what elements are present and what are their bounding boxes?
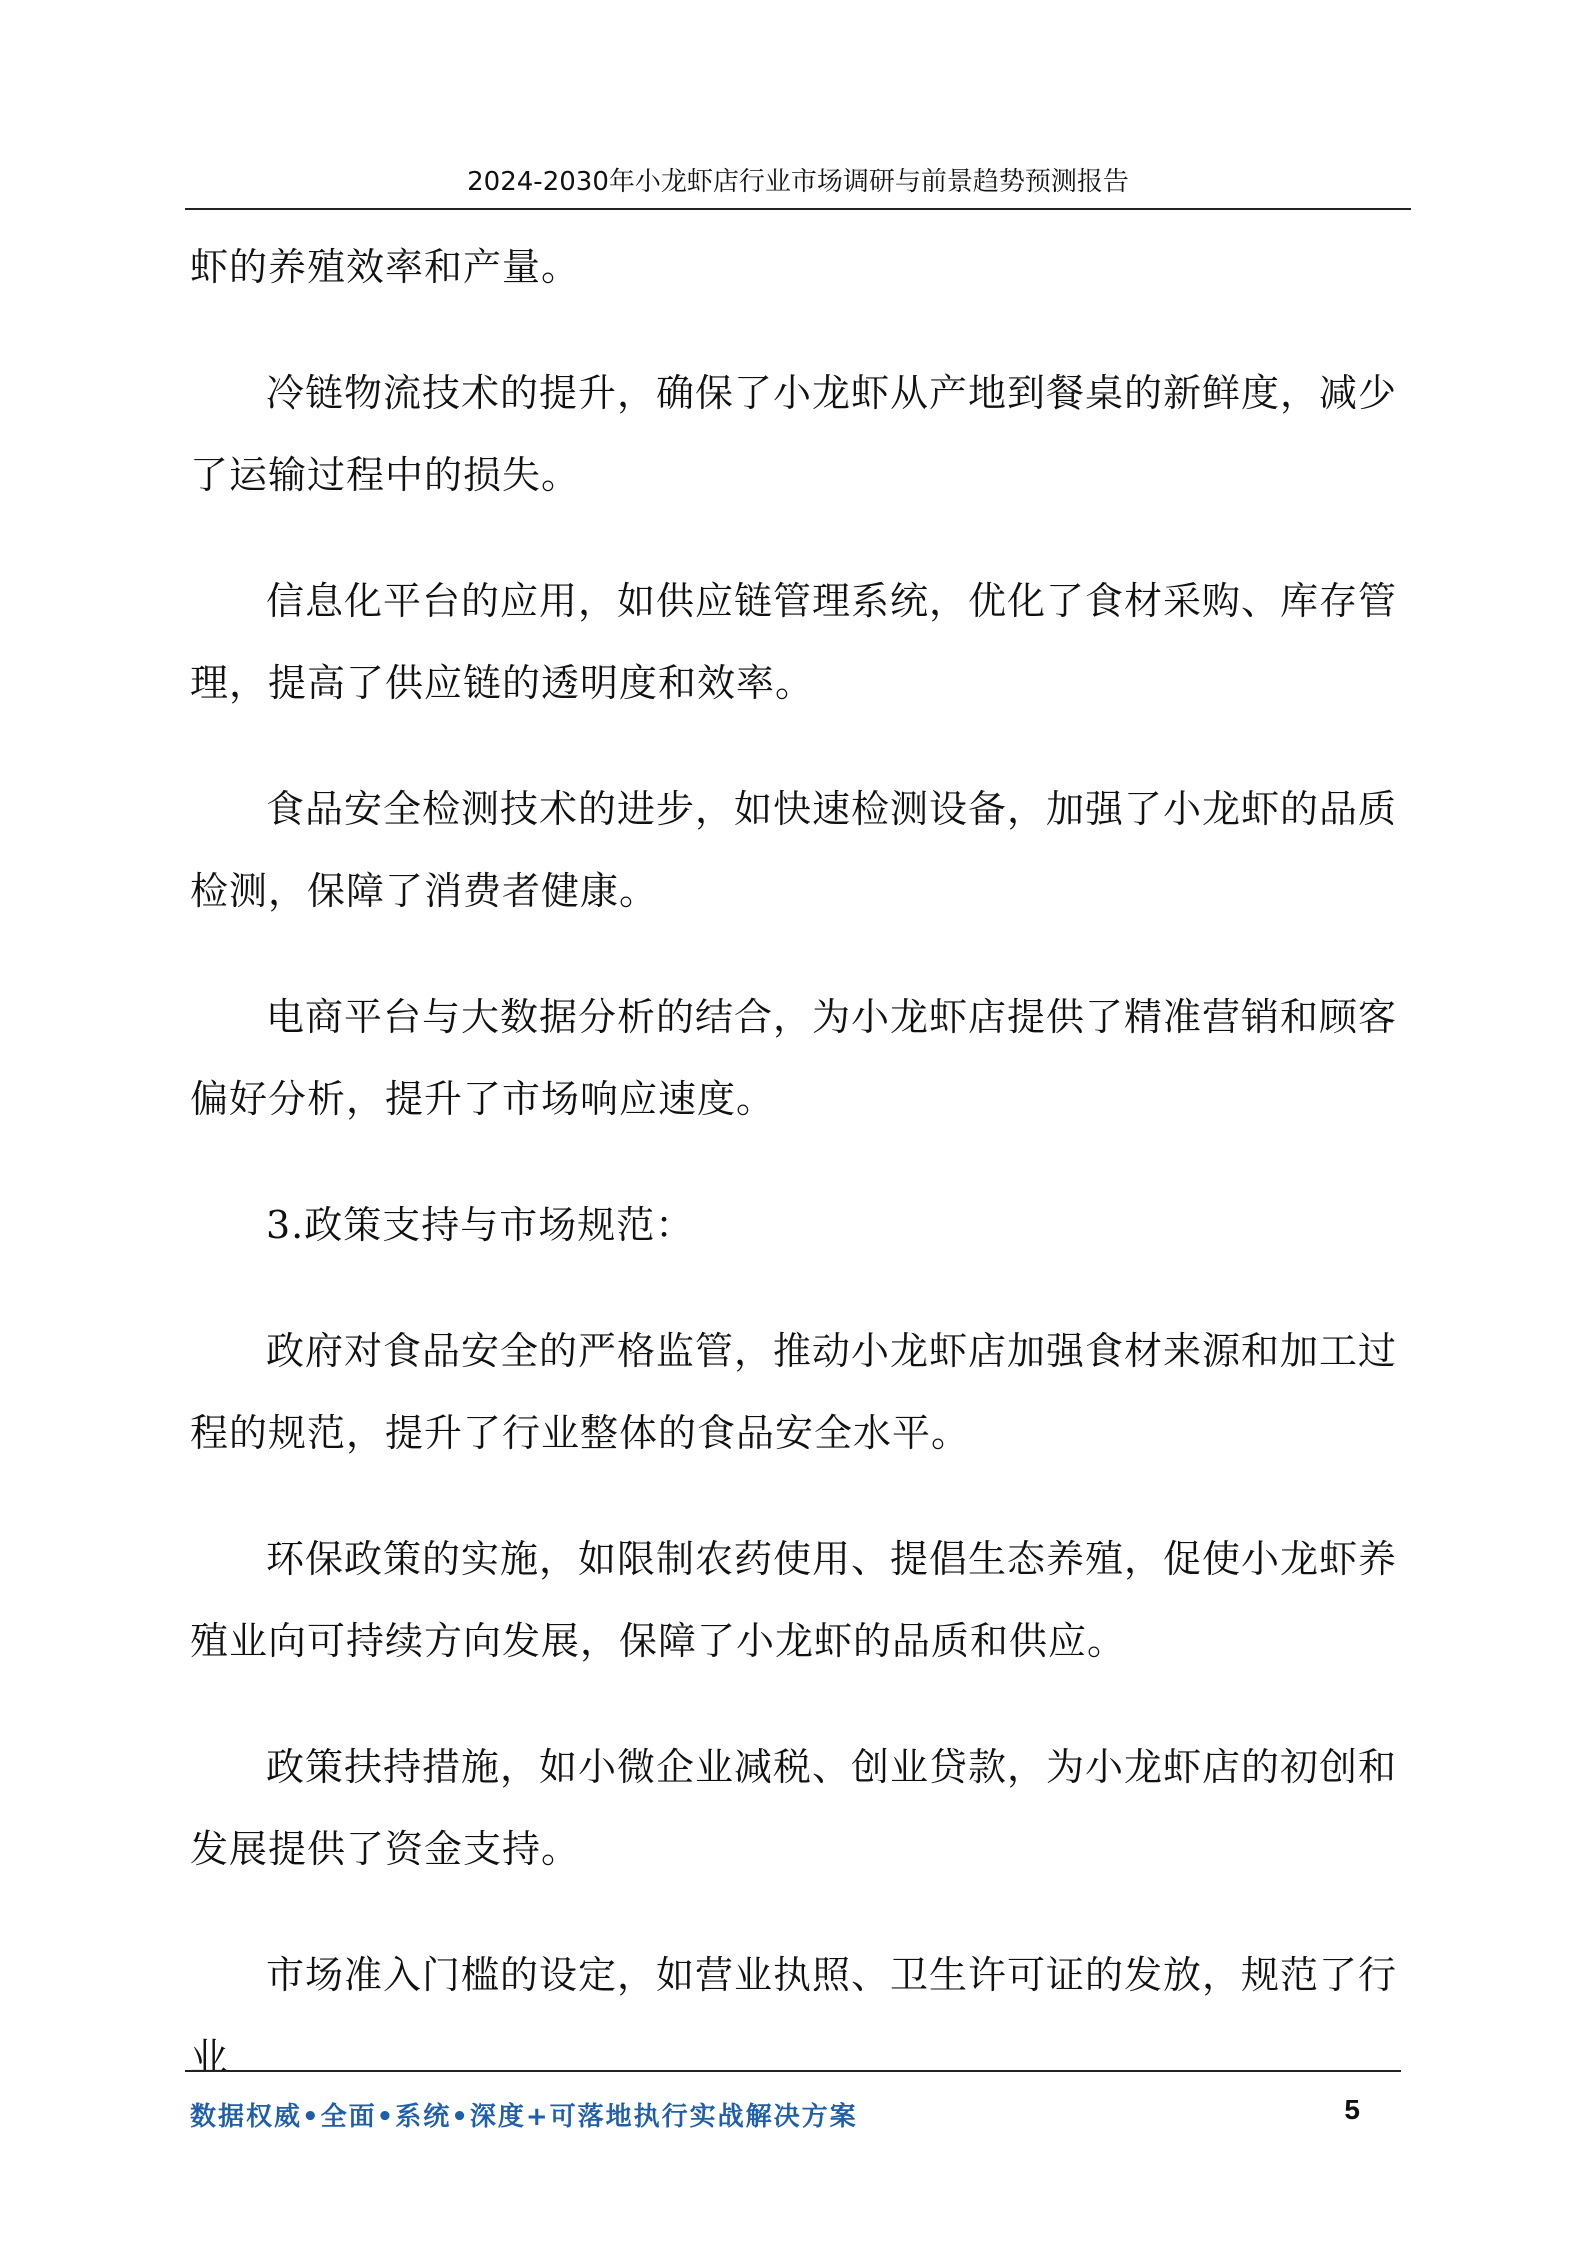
report-header-title: 2024-2030年小龙虾店行业市场调研与前景趋势预测报告 (467, 167, 1129, 197)
paragraph: 政策扶持措施，如小微企业减税、创业贷款，为小龙虾店的初创和发展提供了资金支持。 (190, 1745, 1398, 1871)
paragraph: 冷链物流技术的提升，确保了小龙虾从产地到餐桌的新鲜度，减少了运输过程中的损失。 (190, 371, 1398, 497)
footer-slogan: 数据权威•全面•系统•深度+可落地执行实战解决方案 (190, 2102, 858, 2132)
paragraph: 政府对食品安全的严格监管，推动小龙虾店加强食材来源和加工过程的规范，提升了行业整体的食品安全水平。 (190, 1329, 1398, 1455)
document-body (190, 226, 1406, 2098)
paragraph: 信息化平台的应用，如供应链管理系统，优化了食材采购、库存管理，提高了供应链的透明度和效率。 (190, 579, 1398, 705)
page-number: 5 (1344, 2094, 1360, 2125)
paragraph: 市场准入门槛的设定，如营业执照、卫生许可证的发放，规范了行业 (190, 1953, 1398, 2079)
paragraph: 食品安全检测技术的进步，如快速检测设备，加强了小龙虾的品质检测，保障了消费者健康。 (190, 787, 1398, 913)
section-heading: 3.政策支持与市场规范： (266, 1203, 695, 1247)
paragraph: 电商平台与大数据分析的结合，为小龙虾店提供了精准营销和顾客偏好分析，提升了市场响应速度。 (190, 995, 1398, 1121)
paragraph-continuation: 虾的养殖效率和产量。 (190, 245, 581, 289)
header-divider (185, 208, 1411, 210)
footer-divider (185, 2070, 1401, 2072)
paragraph: 环保政策的实施，如限制农药使用、提倡生态养殖，促使小龙虾养殖业向可持续方向发展，保障了小龙虾的品质和供应。 (190, 1537, 1398, 1663)
